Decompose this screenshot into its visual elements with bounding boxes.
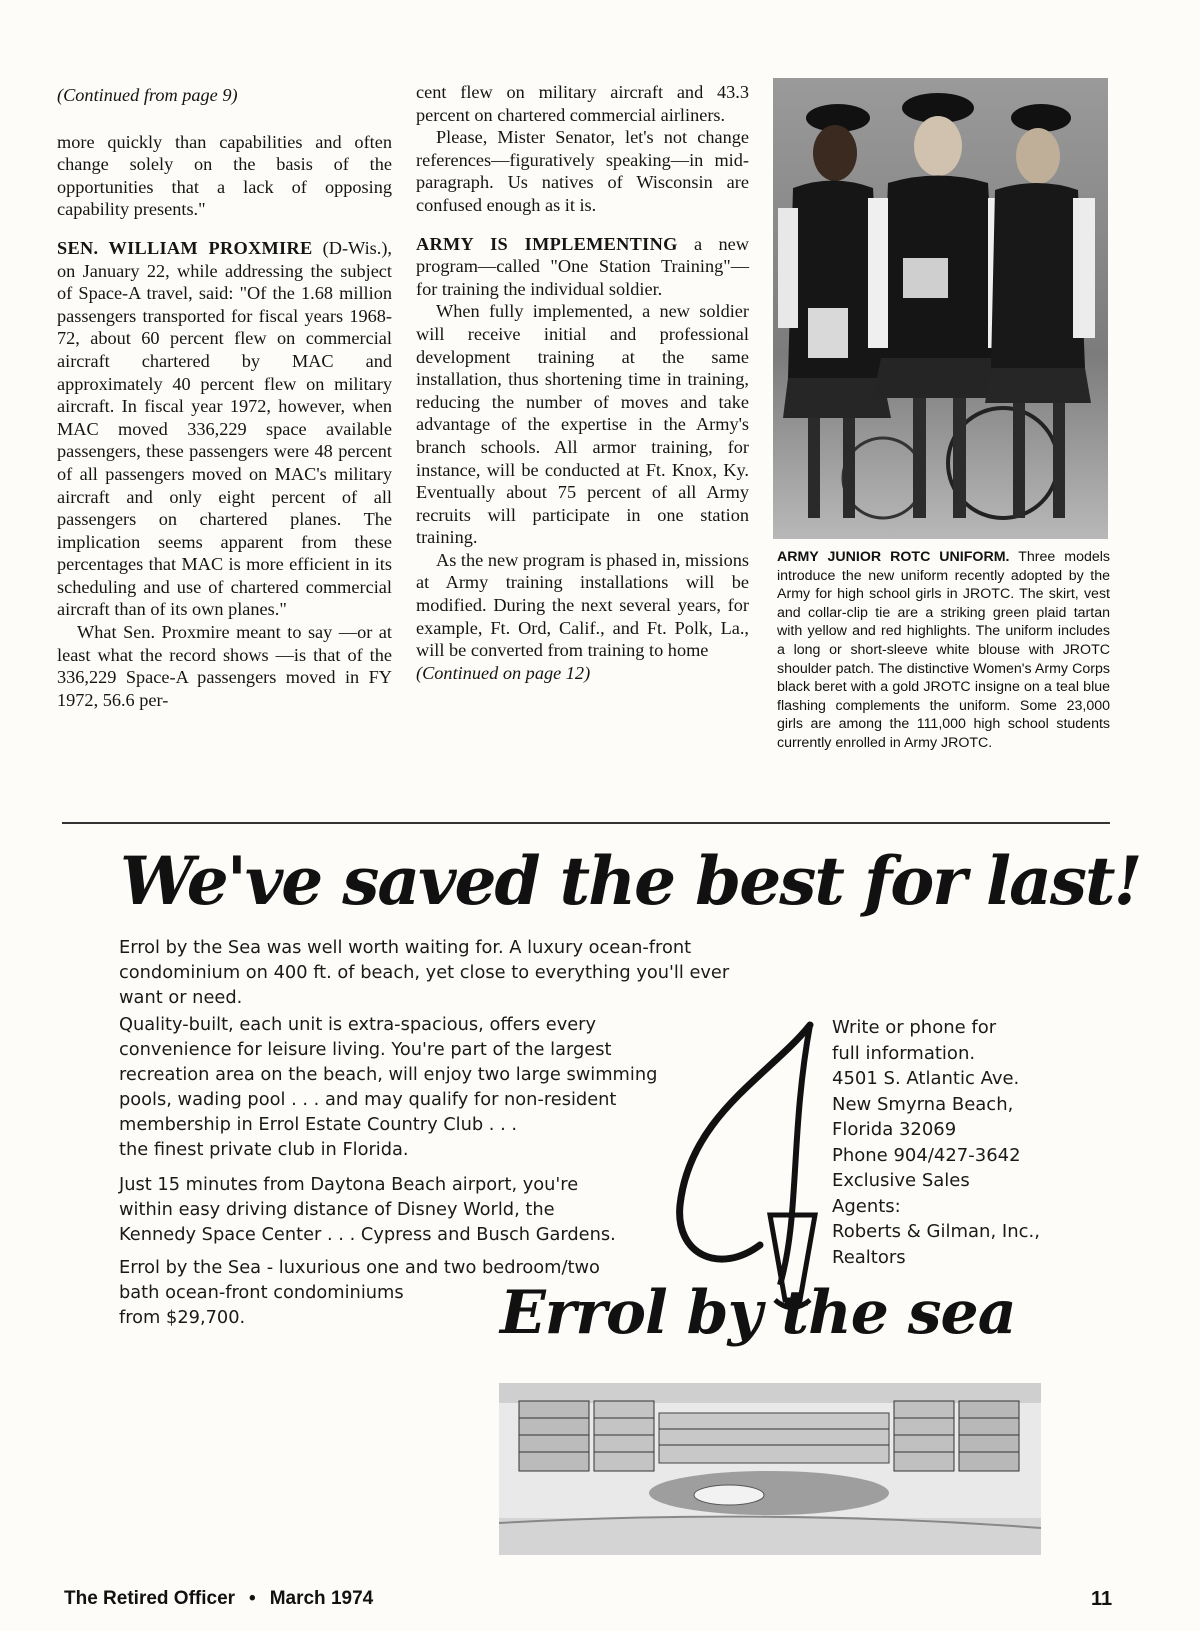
ad-line: pools, wading pool . . . and may qualify for non-resident — [119, 1089, 617, 1110]
army-paragraph — [416, 233, 749, 301]
ad-line: Just 15 minutes from Daytona Beach airport, you're — [119, 1174, 579, 1195]
ad-line: convenience for leisure living. You're part of the largest — [119, 1039, 612, 1060]
ad-line: from $29,700. — [119, 1307, 246, 1328]
ad-headline: We've saved the best for last! — [120, 842, 1141, 920]
army-text: a new program—called "One Station Training"—for training the individual soldier. — [416, 233, 749, 299]
ad-line: recreation area on the beach, will enjoy two large swimming — [119, 1064, 658, 1085]
ad-line: bath ocean-front condominiums — [119, 1282, 404, 1303]
ad-contact-info — [832, 1015, 1062, 1270]
article-column-2 — [416, 81, 749, 684]
proxmire-lead: SEN. WILLIAM PROXMIRE — [57, 237, 313, 258]
contact-line: Florida 32069 — [832, 1119, 957, 1140]
army-lead: ARMY IS IMPLEMENTING — [416, 233, 678, 254]
col2-paragraph: As the new program is phased in, missions at Army training installations will be modified. During the next several years, for example, Ft. Ord, Calif., and Ft. Polk, La., will be converted from training to home — [416, 549, 749, 661]
proxmire-paragraph — [57, 237, 392, 621]
footer-separator: • — [249, 1588, 256, 1609]
contact-line: Exclusive Sales — [832, 1170, 970, 1191]
page-footer — [64, 1588, 373, 1610]
contact-line: Roberts & Gilman, Inc., — [832, 1221, 1040, 1242]
col1-paragraph: more quickly than capabilities and often change solely on the basis of the opportunities that a lack of opposing capability presents." — [57, 131, 392, 220]
contact-line: 4501 S. Atlantic Ave. — [832, 1068, 1020, 1089]
contact-line: Write or phone for — [832, 1017, 997, 1038]
binding-edge — [0, 0, 34, 1631]
section-divider — [62, 822, 1110, 824]
photo-caption — [777, 548, 1110, 753]
ad-quality-paragraph — [119, 1012, 739, 1162]
caption-text: Three models introduce the new uniform recently adopted by the Army for high school girls in JROTC. The skirt, vest and collar-clip tie are a striking green plaid tartan with yellow and red highlights. The uniform includes a long or short-sleeve white blouse with JROTC shoulder patch. The distinctive Women's Army Corps black beret with a gold JROTC insigne on a teal blue flashing complements the uniform. Some 23,000 girls are among the 111,000 high school students currently enrolled in Army JROTC. — [777, 549, 1110, 751]
ad-line: Errol by the Sea - luxurious one and two bedroom/two — [119, 1257, 600, 1278]
contact-line: Agents: — [832, 1195, 901, 1217]
col2-paragraph: Please, Mister Senator, let's not change references—figuratively speaking—in mid-paragraph. Us natives of Wisconsin are confused enough as it is. — [416, 127, 749, 215]
jrotc-photo — [773, 78, 1108, 539]
continued-from: (Continued from page 9) — [57, 85, 238, 105]
col2-paragraph: When fully implemented, a new soldier will receive initial and professional development training at the same installation, thus shortening time in training, reducing the number of moves and take advantage of the expertise in the Army's branch schools. All armor training, for instance, will be conducted at Ft. Knox, Ky. Eventually about 75 percent of all Army recruits will participate in one station training. — [416, 301, 749, 548]
ad-line: Kennedy Space Center . . . Cypress and Busch Gardens. — [119, 1224, 616, 1245]
col1-paragraph: What Sen. Proxmire meant to say —or at least what the record shows —is that of the 336,229 Space-A passengers moved in FY 1972, 56.6 per- — [57, 622, 392, 710]
ad-location-paragraph — [119, 1172, 719, 1247]
publication-name: The Retired Officer — [64, 1588, 236, 1609]
page-number: 11 — [1091, 1588, 1113, 1610]
continued-on: (Continued on page 12) — [416, 662, 591, 683]
proxmire-text: (D-Wis.), on January 22, while addressing the subject of Space-A travel, said: "Of the 1.68 million passengers transported for fiscal years 1968-72, about 60 percent flew on commercial aircraft chartered by MAC and approximately 40 percent flew on military aircraft. In fiscal year 1972, however, when MAC moved 336,229 space available passengers, these passengers were 48 percent of all passengers moved on MAC's military aircraft and only eight percent of all passengers on chartered planes. The implication seems apparent from these percentages that MAC is more efficient in its scheduling and use of chartered commercial aircraft than of its own planes." — [57, 237, 392, 620]
caption-lead: ARMY JUNIOR ROTC UNIFORM. — [777, 549, 1010, 565]
ad-line: within easy driving distance of Disney World, the — [119, 1199, 555, 1220]
article-column-1 — [57, 84, 392, 711]
condominium-illustration — [499, 1383, 1041, 1555]
contact-line: Phone 904/427-3642 — [832, 1144, 1021, 1166]
contact-line: full information. — [832, 1042, 976, 1064]
errol-by-the-sea-logo: Errol by the sea — [500, 1278, 1016, 1348]
ad-line: the finest private club in Florida. — [119, 1139, 409, 1160]
col2-paragraph: cent flew on military aircraft and 43.3 percent on chartered commercial airliners. — [416, 82, 749, 125]
ad-line: membership in Errol Estate Country Club . . . — [119, 1114, 518, 1135]
ad-intro: Errol by the Sea was well worth waiting for. A luxury ocean-front condominium on 400 ft. of beach, yet close to everything you'll ever want or need. — [119, 937, 730, 1008]
issue-date: March 1974 — [269, 1588, 374, 1609]
contact-line: Realtors — [832, 1246, 906, 1268]
ad-line: Quality-built, each unit is extra-spacious, offers every — [119, 1014, 597, 1035]
contact-line: New Smyrna Beach, — [832, 1093, 1014, 1115]
